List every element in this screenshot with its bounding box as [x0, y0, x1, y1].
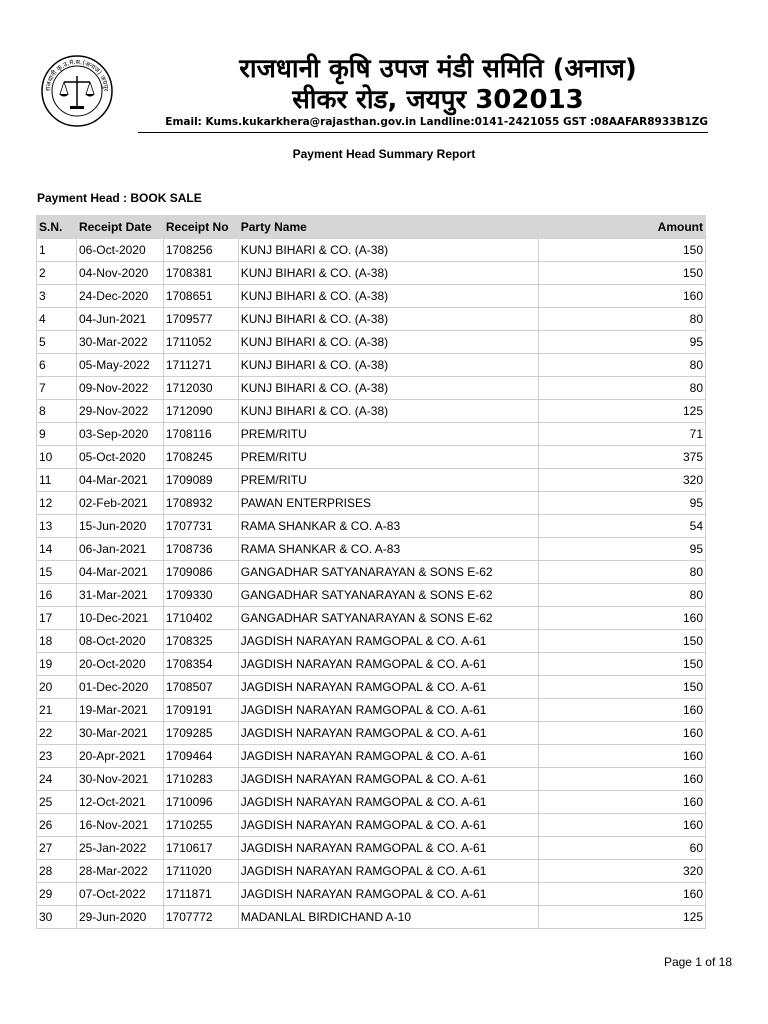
table-header-row	[37, 216, 706, 239]
cell-receipt-no: 1709330	[163, 584, 238, 607]
cell-amount: 160	[538, 768, 705, 791]
cell-receipt-date: 24-Dec-2020	[76, 285, 163, 308]
cell-receipt-date: 01-Dec-2020	[76, 676, 163, 699]
cell-receipt-date: 16-Nov-2021	[76, 814, 163, 837]
cell-party-name: KUNJ BIHARI & CO. (A-38)	[238, 262, 538, 285]
cell-sn: 17	[37, 607, 77, 630]
table-row	[37, 860, 706, 883]
table-row	[37, 768, 706, 791]
cell-sn: 5	[37, 331, 77, 354]
cell-sn: 18	[37, 630, 77, 653]
cell-receipt-date: 19-Mar-2021	[76, 699, 163, 722]
cell-party-name: GANGADHAR SATYANARAYAN & SONS E-62	[238, 607, 538, 630]
cell-sn: 14	[37, 538, 77, 561]
cell-sn: 15	[37, 561, 77, 584]
cell-amount: 95	[538, 492, 705, 515]
cell-amount: 160	[538, 883, 705, 906]
cell-amount: 150	[538, 630, 705, 653]
table-row	[37, 308, 706, 331]
cell-receipt-no: 1710255	[163, 814, 238, 837]
cell-receipt-no: 1708651	[163, 285, 238, 308]
cell-sn: 29	[37, 883, 77, 906]
cell-receipt-date: 20-Apr-2021	[76, 745, 163, 768]
cell-sn: 30	[37, 906, 77, 929]
cell-receipt-date: 06-Oct-2020	[76, 239, 163, 262]
cell-receipt-no: 1711052	[163, 331, 238, 354]
cell-amount: 160	[538, 791, 705, 814]
cell-receipt-date: 08-Oct-2020	[76, 630, 163, 653]
cell-receipt-no: 1707772	[163, 906, 238, 929]
cell-receipt-no: 1708245	[163, 446, 238, 469]
cell-amount: 375	[538, 446, 705, 469]
table-row	[37, 906, 706, 929]
cell-receipt-date: 09-Nov-2022	[76, 377, 163, 400]
table-row	[37, 837, 706, 860]
cell-receipt-date: 02-Feb-2021	[76, 492, 163, 515]
cell-sn: 4	[37, 308, 77, 331]
cell-party-name: PREM/RITU	[238, 469, 538, 492]
cell-receipt-no: 1707731	[163, 515, 238, 538]
cell-receipt-no: 1709089	[163, 469, 238, 492]
table-row	[37, 331, 706, 354]
table-row	[37, 653, 706, 676]
table-row	[37, 400, 706, 423]
cell-sn: 24	[37, 768, 77, 791]
table-row	[37, 745, 706, 768]
cell-party-name: PREM/RITU	[238, 446, 538, 469]
committee-seal-logo	[40, 54, 114, 128]
header-divider	[138, 132, 708, 133]
cell-sn: 11	[37, 469, 77, 492]
cell-party-name: KUNJ BIHARI & CO. (A-38)	[238, 400, 538, 423]
cell-amount: 80	[538, 354, 705, 377]
cell-amount: 80	[538, 377, 705, 400]
col-header-amount: Amount	[538, 216, 705, 239]
cell-receipt-date: 29-Nov-2022	[76, 400, 163, 423]
cell-receipt-date: 10-Dec-2021	[76, 607, 163, 630]
cell-party-name: JAGDISH NARAYAN RAMGOPAL & CO. A-61	[238, 653, 538, 676]
table-row	[37, 446, 706, 469]
cell-receipt-date: 12-Oct-2021	[76, 791, 163, 814]
cell-amount: 160	[538, 607, 705, 630]
cell-receipt-date: 29-Jun-2020	[76, 906, 163, 929]
cell-receipt-no: 1711871	[163, 883, 238, 906]
cell-receipt-no: 1710402	[163, 607, 238, 630]
table-row	[37, 262, 706, 285]
cell-receipt-date: 04-Jun-2021	[76, 308, 163, 331]
col-header-party-name: Party Name	[238, 216, 538, 239]
cell-receipt-date: 06-Jan-2021	[76, 538, 163, 561]
cell-amount: 160	[538, 722, 705, 745]
cell-amount: 95	[538, 331, 705, 354]
cell-sn: 23	[37, 745, 77, 768]
page-number: Page 1 of 18	[663, 955, 732, 969]
table-row	[37, 538, 706, 561]
cell-party-name: MADANLAL BIRDICHAND A-10	[238, 906, 538, 929]
cell-amount: 150	[538, 262, 705, 285]
letterhead	[38, 48, 708, 136]
cell-party-name: KUNJ BIHARI & CO. (A-38)	[238, 285, 538, 308]
cell-amount: 80	[538, 584, 705, 607]
cell-receipt-no: 1712030	[163, 377, 238, 400]
cell-amount: 125	[538, 906, 705, 929]
cell-sn: 10	[37, 446, 77, 469]
cell-receipt-date: 07-Oct-2022	[76, 883, 163, 906]
cell-amount: 71	[538, 423, 705, 446]
cell-party-name: JAGDISH NARAYAN RAMGOPAL & CO. A-61	[238, 676, 538, 699]
cell-receipt-date: 30-Mar-2021	[76, 722, 163, 745]
cell-sn: 6	[37, 354, 77, 377]
cell-receipt-no: 1710096	[163, 791, 238, 814]
cell-receipt-no: 1708256	[163, 239, 238, 262]
cell-party-name: JAGDISH NARAYAN RAMGOPAL & CO. A-61	[238, 883, 538, 906]
cell-receipt-date: 15-Jun-2020	[76, 515, 163, 538]
cell-receipt-no: 1712090	[163, 400, 238, 423]
cell-receipt-no: 1708116	[163, 423, 238, 446]
cell-receipt-no: 1708507	[163, 676, 238, 699]
cell-receipt-date: 20-Oct-2020	[76, 653, 163, 676]
table-row	[37, 239, 706, 262]
table-row	[37, 377, 706, 400]
cell-amount: 320	[538, 860, 705, 883]
cell-amount: 150	[538, 676, 705, 699]
table-row	[37, 354, 706, 377]
cell-receipt-date: 05-Oct-2020	[76, 446, 163, 469]
cell-amount: 320	[538, 469, 705, 492]
cell-receipt-no: 1709285	[163, 722, 238, 745]
cell-receipt-date: 25-Jan-2022	[76, 837, 163, 860]
cell-receipt-no: 1711020	[163, 860, 238, 883]
cell-receipt-no: 1708736	[163, 538, 238, 561]
cell-party-name: JAGDISH NARAYAN RAMGOPAL & CO. A-61	[238, 791, 538, 814]
cell-receipt-no: 1710617	[163, 837, 238, 860]
cell-receipt-date: 30-Mar-2022	[76, 331, 163, 354]
cell-receipt-date: 28-Mar-2022	[76, 860, 163, 883]
cell-party-name: JAGDISH NARAYAN RAMGOPAL & CO. A-61	[238, 768, 538, 791]
cell-receipt-no: 1708325	[163, 630, 238, 653]
cell-sn: 25	[37, 791, 77, 814]
cell-sn: 22	[37, 722, 77, 745]
cell-sn: 19	[37, 653, 77, 676]
col-header-sn: S.N.	[37, 216, 77, 239]
cell-party-name: RAMA SHANKAR & CO. A-83	[238, 538, 538, 561]
seal-text: राजधानी कृ.उ.मं.स.(अनाज) जयपुर	[43, 57, 111, 92]
cell-receipt-no: 1709577	[163, 308, 238, 331]
cell-party-name: JAGDISH NARAYAN RAMGOPAL & CO. A-61	[238, 860, 538, 883]
table-row	[37, 791, 706, 814]
contact-line: Email: Kums.kukarkhera@rajasthan.gov.in Landline:0141-2421055 GST :08AAFAR8933B1ZG	[165, 116, 708, 128]
cell-receipt-no: 1711271	[163, 354, 238, 377]
table-row	[37, 699, 706, 722]
cell-amount: 95	[538, 538, 705, 561]
cell-party-name: RAMA SHANKAR & CO. A-83	[238, 515, 538, 538]
table-row	[37, 469, 706, 492]
report-title: Payment Head Summary Report	[292, 147, 476, 161]
cell-party-name: PAWAN ENTERPRISES	[238, 492, 538, 515]
table-row	[37, 423, 706, 446]
cell-receipt-no: 1710283	[163, 768, 238, 791]
cell-receipt-date: 04-Mar-2021	[76, 561, 163, 584]
cell-sn: 1	[37, 239, 77, 262]
cell-party-name: KUNJ BIHARI & CO. (A-38)	[238, 239, 538, 262]
table-row	[37, 883, 706, 906]
cell-party-name: JAGDISH NARAYAN RAMGOPAL & CO. A-61	[238, 837, 538, 860]
cell-sn: 12	[37, 492, 77, 515]
cell-amount: 160	[538, 745, 705, 768]
col-header-receipt-no: Receipt No	[163, 216, 238, 239]
cell-party-name: GANGADHAR SATYANARAYAN & SONS E-62	[238, 561, 538, 584]
payment-head-label: Payment Head : BOOK SALE	[37, 191, 202, 205]
cell-amount: 160	[538, 699, 705, 722]
table-row	[37, 814, 706, 837]
cell-sn: 16	[37, 584, 77, 607]
cell-amount: 160	[538, 814, 705, 837]
table-row	[37, 630, 706, 653]
cell-receipt-no: 1709464	[163, 745, 238, 768]
cell-receipt-date: 03-Sep-2020	[76, 423, 163, 446]
cell-sn: 28	[37, 860, 77, 883]
cell-receipt-no: 1708932	[163, 492, 238, 515]
cell-receipt-no: 1708354	[163, 653, 238, 676]
cell-amount: 80	[538, 308, 705, 331]
receipts-table	[36, 215, 706, 929]
cell-party-name: KUNJ BIHARI & CO. (A-38)	[238, 354, 538, 377]
cell-amount: 160	[538, 285, 705, 308]
cell-receipt-date: 04-Mar-2021	[76, 469, 163, 492]
cell-receipt-date: 04-Nov-2020	[76, 262, 163, 285]
committee-address: सीकर रोड, जयपुर 302013	[292, 85, 584, 115]
cell-amount: 80	[538, 561, 705, 584]
table-row	[37, 561, 706, 584]
cell-receipt-no: 1709086	[163, 561, 238, 584]
table-row	[37, 722, 706, 745]
cell-party-name: KUNJ BIHARI & CO. (A-38)	[238, 308, 538, 331]
cell-sn: 8	[37, 400, 77, 423]
cell-party-name: KUNJ BIHARI & CO. (A-38)	[238, 377, 538, 400]
cell-amount: 54	[538, 515, 705, 538]
cell-sn: 7	[37, 377, 77, 400]
cell-sn: 21	[37, 699, 77, 722]
table-row	[37, 492, 706, 515]
cell-sn: 13	[37, 515, 77, 538]
cell-sn: 26	[37, 814, 77, 837]
cell-party-name: JAGDISH NARAYAN RAMGOPAL & CO. A-61	[238, 814, 538, 837]
cell-party-name: JAGDISH NARAYAN RAMGOPAL & CO. A-61	[238, 630, 538, 653]
cell-party-name: PREM/RITU	[238, 423, 538, 446]
cell-party-name: JAGDISH NARAYAN RAMGOPAL & CO. A-61	[238, 722, 538, 745]
cell-amount: 150	[538, 653, 705, 676]
table-row	[37, 676, 706, 699]
committee-name: राजधानी कृषि उपज मंडी समिति (अनाज)	[239, 54, 637, 84]
cell-sn: 27	[37, 837, 77, 860]
cell-sn: 2	[37, 262, 77, 285]
cell-amount: 150	[538, 239, 705, 262]
cell-sn: 3	[37, 285, 77, 308]
col-header-receipt-date: Receipt Date	[76, 216, 163, 239]
cell-receipt-date: 05-May-2022	[76, 354, 163, 377]
table-row	[37, 515, 706, 538]
cell-amount: 125	[538, 400, 705, 423]
cell-sn: 20	[37, 676, 77, 699]
cell-receipt-no: 1709191	[163, 699, 238, 722]
cell-party-name: JAGDISH NARAYAN RAMGOPAL & CO. A-61	[238, 699, 538, 722]
cell-receipt-no: 1708381	[163, 262, 238, 285]
table-row	[37, 285, 706, 308]
cell-party-name: JAGDISH NARAYAN RAMGOPAL & CO. A-61	[238, 745, 538, 768]
cell-amount: 60	[538, 837, 705, 860]
table-row	[37, 584, 706, 607]
cell-receipt-date: 31-Mar-2021	[76, 584, 163, 607]
table-row	[37, 607, 706, 630]
cell-party-name: GANGADHAR SATYANARAYAN & SONS E-62	[238, 584, 538, 607]
cell-party-name: KUNJ BIHARI & CO. (A-38)	[238, 331, 538, 354]
cell-sn: 9	[37, 423, 77, 446]
cell-receipt-date: 30-Nov-2021	[76, 768, 163, 791]
